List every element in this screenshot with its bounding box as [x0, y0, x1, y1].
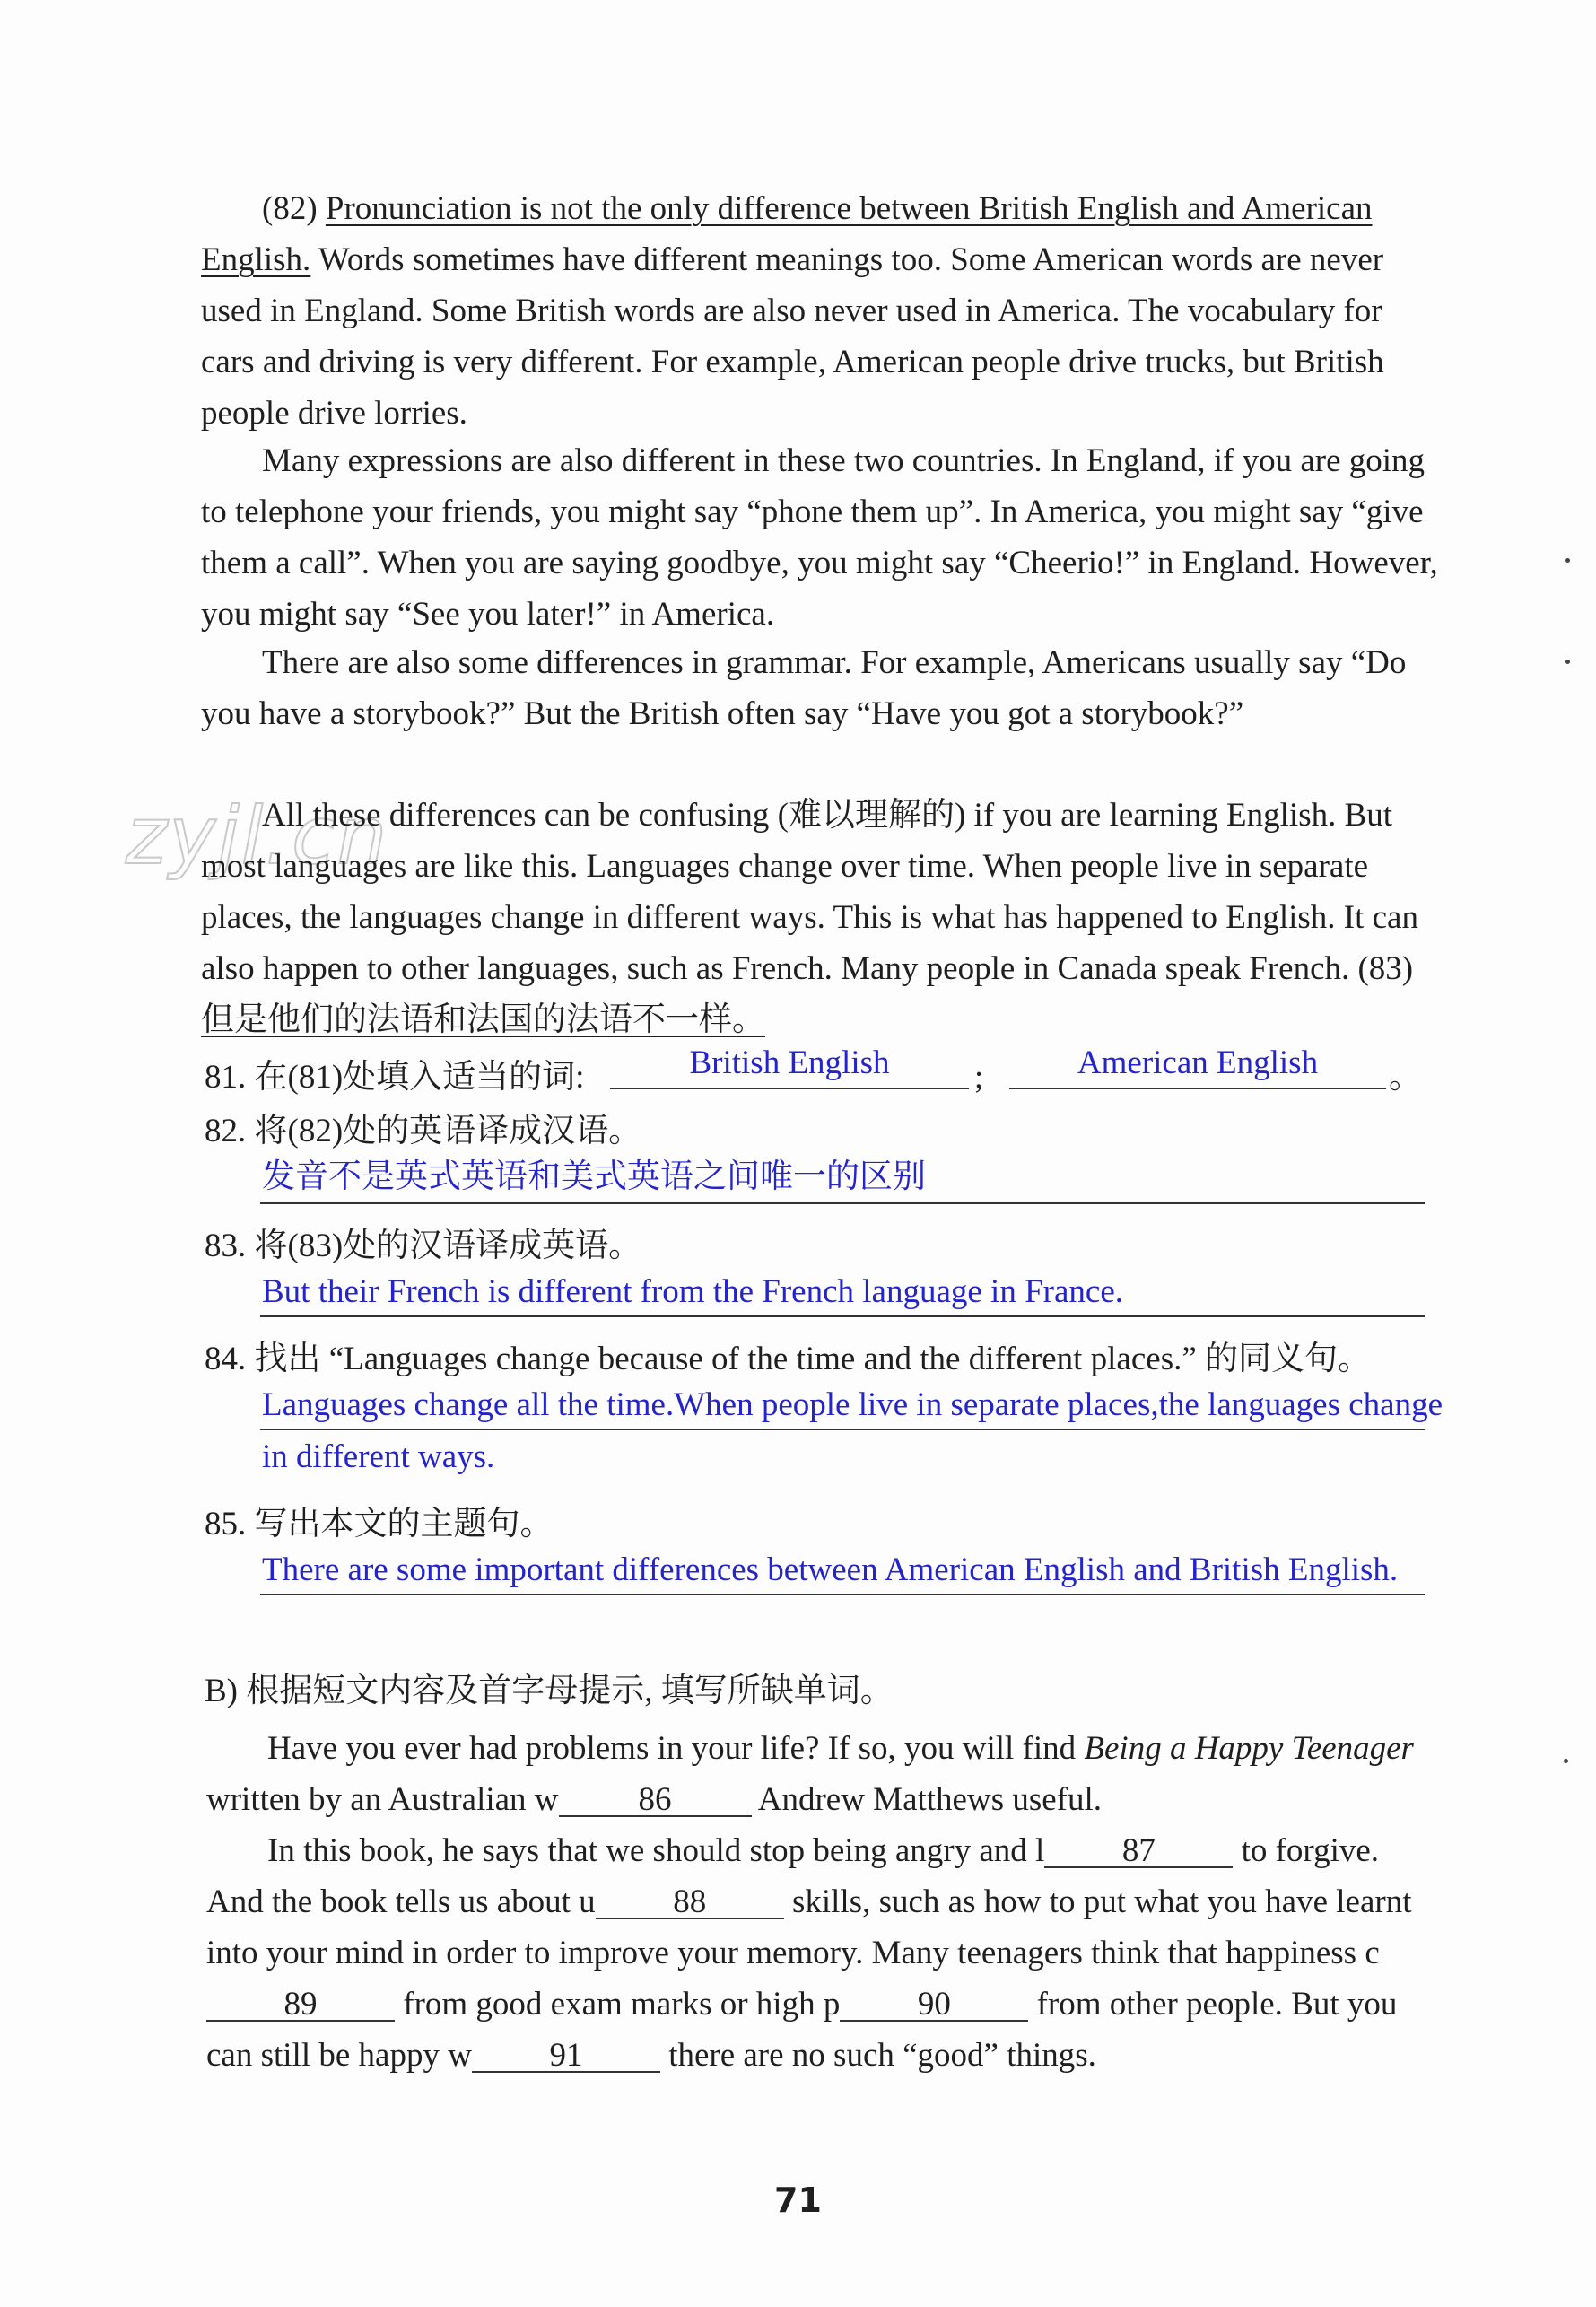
passage-paragraph-3: There are also some differences in grammar. For example, Americans usually say “Do you have a storybook?” But the British often say “Have you got a storybook?” [201, 644, 1407, 732]
section-b-paragraph-1 [206, 1723, 1440, 1825]
b-p2-text-e: from other people. But you can still be happy w [206, 1986, 1398, 2074]
passage-paragraph-2: Many expressions are also different in these two countries. In England, if you are going to telephone your friends, you might say “phone them up”. In America, you might say “give them a call”. When you are saying goodbye, you might say “Cheerio!” in England. However, you might say “See you later!” in America. [201, 442, 1438, 633]
q82-answer-line[interactable] [260, 1202, 1425, 1204]
blank-87[interactable]: 87 [1044, 1836, 1233, 1868]
question-81 [205, 1052, 584, 1103]
blank-86[interactable]: 86 [559, 1785, 752, 1817]
p1-label: (82) [262, 190, 326, 227]
p1-rest: Words sometimes have different meanings too. Some American words are never used in England. Some British words are also never used in America. The vocabulary for cars and driving is very different. For example, American people drive trucks, but British people drive lorries. [201, 241, 1384, 432]
b-p2-text-c: skills, such as how to put what you have learnt into your mind in order to improve your memory. Many teenagers think that happiness c [206, 1883, 1412, 1971]
q84-answer-line[interactable] [260, 1429, 1425, 1430]
b-p1-text-a: Have you ever had problems in your life? If so, you will find [267, 1730, 1085, 1767]
q81-answer-1: British English [689, 1044, 890, 1081]
question-82: 82. 将(82)处的英语译成汉语。 [205, 1113, 642, 1149]
b-p1-text-c: Andrew Matthews useful. [751, 1781, 1103, 1818]
q81-blank-1[interactable] [610, 1088, 969, 1089]
blank-89[interactable]: 89 [206, 1989, 395, 2022]
b-p2-text-d: from good exam marks or high p [395, 1986, 841, 2023]
question-83: 83. 将(83)处的汉语译成英语。 [205, 1228, 642, 1264]
q85-answer-line[interactable] [260, 1594, 1425, 1595]
q84-answer: Languages change all the time.When people live in separate places,the languages change in different ways. [262, 1386, 1443, 1475]
blank-88[interactable]: 88 [596, 1887, 784, 1919]
passage-paragraph-4 [201, 790, 1439, 1045]
q85-answer: There are some important differences between American English and British English. [262, 1551, 1399, 1588]
b-p2-text-f: there are no such “good” things. [659, 2037, 1096, 2074]
b-p2-text-a: In this book, he says that we should stop being angry and l [267, 1832, 1045, 1869]
b-p1-text-b: written by an Australian w [206, 1781, 559, 1818]
scan-speck [1565, 558, 1570, 563]
blank-91[interactable]: 91 [472, 2040, 660, 2073]
p1-underlined-sentence: Pronunciation is not the only difference between British English and American English. [201, 190, 1373, 278]
q81-end-mark: 。 [1389, 1059, 1422, 1096]
blank-90[interactable]: 90 [840, 1989, 1028, 2022]
scan-speck [1564, 1759, 1568, 1763]
b-p2-text-b: to forgive. And the book tells us about u [206, 1832, 1380, 1920]
q83-answer-line[interactable] [260, 1315, 1425, 1317]
q83-answer: But their French is different from the French language in France. [262, 1273, 1123, 1310]
section-b-paragraph-2 [206, 1825, 1440, 2081]
q81-answer-2: American English [1077, 1044, 1319, 1081]
q81-blank-2[interactable] [1009, 1088, 1386, 1089]
watermark: zyjl.cn [126, 790, 389, 882]
q81-label: 81. 在(81)处填入适当的词: [205, 1059, 585, 1096]
page-number: 71 [774, 2180, 822, 2220]
question-84: 84. 找出 “Languages change because of the time and the different places.” 的同义句。 [205, 1341, 1372, 1377]
section-b-heading: B) 根据短文内容及首字母提示, 填写所缺单词。 [205, 1673, 894, 1709]
question-85: 85. 写出本文的主题句。 [205, 1506, 554, 1542]
book-title: Being a Happy Teenager [1084, 1730, 1414, 1767]
p4-underlined-sentence: 但是他们的法语和法国的法语不一样。 [201, 1001, 765, 1038]
q81-separator: ; [974, 1059, 984, 1096]
passage-paragraph-1 [201, 183, 1439, 439]
q82-answer: 发音不是英式英语和美式英语之间唯一的区别 [262, 1158, 926, 1195]
p4-main: All these differences can be confusing (难以理解的) if you are learning English. But most languages are like this. Languages change over time. When people live in separate places, the languages change in different ways. This is what has happened to English. It can also happen to other languages, such as French. Many people in Canada speak French. (83) [201, 797, 1418, 987]
scan-speck [1565, 660, 1570, 664]
